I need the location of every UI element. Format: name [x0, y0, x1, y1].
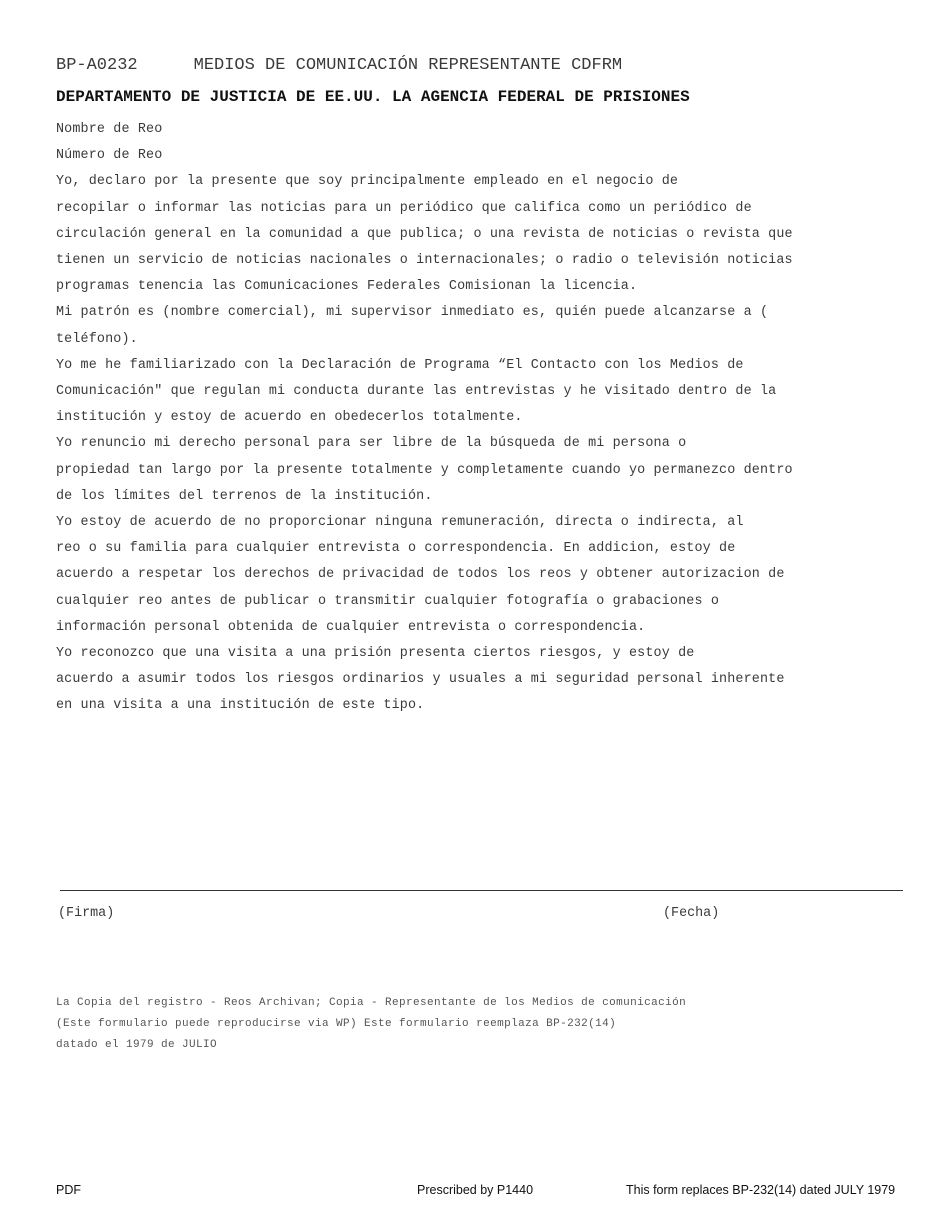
text-line: información personal obtenida de cualquier entrevista o correspondencia. — [56, 619, 646, 635]
text-line: recopilar o informar las noticias para un periódico que califica como un periódico de — [56, 200, 752, 216]
text-line: cualquier reo antes de publicar o transmitir cualquier fotografía o grabaciones o — [56, 593, 720, 609]
form-body — [56, 117, 906, 720]
text-line: programas tenencia las Comunicaciones Federales Comisionan la licencia. — [56, 279, 638, 295]
inmate-name-label: Nombre de Reo — [56, 122, 163, 137]
form-header — [56, 56, 622, 75]
text-line: propiedad tan largo por la presente totalmente y completamente cuando yo permanezco dentro — [56, 462, 793, 478]
text-line: Yo, declaro por la presente que soy principalmente empleado en el negocio de — [56, 174, 679, 190]
text-line: Yo reconozco que una visita a una prisión presenta ciertos riesgos, y estoy de — [56, 646, 695, 662]
date-label: (Fecha) — [663, 906, 720, 921]
text-line: acuerdo a asumir todos los riesgos ordinarios y usuales a mi seguridad personal inherente — [56, 672, 785, 688]
text-line: tienen un servicio de noticias nacionales o internacionales; o radio o televisión noticias — [56, 253, 793, 269]
text-line: circulación general en la comunidad a que publica; o una revista de noticias o revista que — [56, 226, 793, 242]
distribution-footnote — [56, 993, 686, 1056]
department-title: DEPARTAMENTO DE JUSTICIA DE EE.UU. LA AGENCIA FEDERAL DE PRISIONES — [56, 88, 690, 106]
footer-pdf-label: PDF — [56, 1183, 81, 1197]
text-line: institución y estoy de acuerdo en obedecerlos totalmente. — [56, 410, 523, 426]
text-line: Mi patrón es (nombre comercial), mi supervisor inmediato es, quién puede alcanzarse a ( — [56, 305, 769, 321]
text-line: acuerdo a respetar los derechos de privacidad de todos los reos y obtener autorizacion de — [56, 567, 785, 583]
signature-label: (Firma) — [58, 906, 115, 921]
text-line: teléfono). — [56, 331, 138, 347]
text-line: reo o su familia para cualquier entrevista o correspondencia. En addicion, estoy de — [56, 541, 736, 557]
form-code: BP-A0232 — [56, 56, 138, 75]
form-title: MEDIOS DE COMUNICACIÓN REPRESENTANTE CDFRM — [193, 56, 623, 75]
signature-line[interactable] — [60, 890, 903, 891]
footnote-line: (Este formulario puede reproducirse via WP) Este formulario reemplaza BP-232(14) — [56, 1018, 617, 1030]
text-line: Yo renuncio mi derecho personal para ser libre de la búsqueda de mi persona o — [56, 436, 687, 452]
text-line: en una visita a una institución de este tipo. — [56, 698, 425, 714]
footnote-line: datado el 1979 de JULIO — [56, 1039, 218, 1051]
footer-replaces: This form replaces BP-232(14) dated JULY 1979 — [626, 1183, 896, 1197]
footer-prescribed: Prescribed by P1440 — [417, 1183, 534, 1197]
text-line: de los límites del terrenos de la institución. — [56, 488, 433, 504]
inmate-number-label: Número de Reo — [56, 148, 163, 164]
footnote-line: La Copia del registro - Reos Archivan; Copia - Representante de los Medios de comunicación — [56, 997, 687, 1009]
text-line: Yo me he familiarizado con la Declaración de Programa “El Contacto con los Medios de — [56, 357, 744, 373]
text-line: Yo estoy de acuerdo de no proporcionar ninguna remuneración, directa o indirecta, al — [56, 515, 744, 531]
text-line: Comunicación" que regulan mi conducta durante las entrevistas y he visitado dentro de la — [56, 384, 777, 400]
